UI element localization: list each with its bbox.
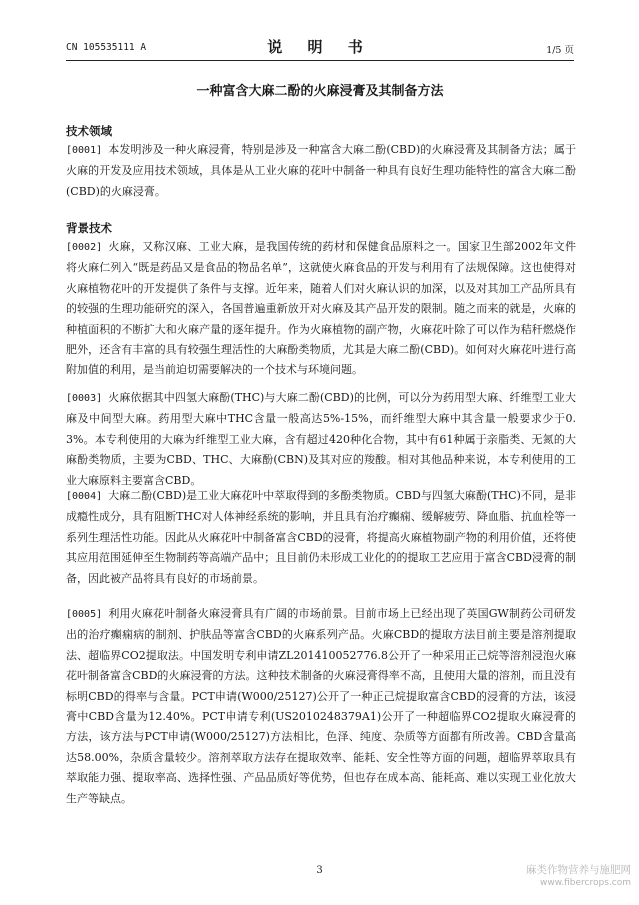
paragraph-number: [0003] [66,393,103,404]
paragraph-text: 大麻二酚(CBD)是工业大麻花叶中萃取得到的多酚类物质。CBD与四氢大麻酚(THC)不同，是非成瘾性成分，具有阻断THC对人体神经系统的影响，并且具有治疗癫痫、缓解疲劳、降血脂、抗血栓等一系列生理活性功能。因此从火麻花叶中制备富含CBD的浸膏，将提高火麻植物副产物的利用价值，还将使其应用范围延伸至生物制药等高端产品中；且目前仍未形成工业化的的提取工艺应用于富含CBD浸膏的制备，因此被产品将具有良好的市场前景。 [66,489,576,585]
watermark-url: www.fibercrops.com [540,878,631,888]
page-header [66,36,574,56]
paragraph-0003 [66,388,576,491]
paragraph-number: [0004] [66,491,103,502]
paragraph-text: 火麻，又称汉麻、工业大麻，是我国传统的药材和保健食品原料之一。国家卫生部2002年文件将火麻仁列入“既是药品又是食品的物品名单”，这就使火麻食品的开发与利用有了法规保障。这也使得对火麻植物花叶的开发提供了条件与支撑。近年来，随着人们对火麻认识的加深，以及对其加工产品所具有的较强的生理功能研究的深入，各国普遍重新放开对火麻及其产品开发的限制。随之而来的就是，火麻的种植面积的不断扩大和火麻产量的逐年提升。作为火麻植物的副产物，火麻花叶除了可以作为秸秆燃烧作肥外，还含有丰富的具有较强生理活性的大麻酚类物质，尤其是大麻二酚(CBD)。如何对火麻花叶进行高附加值的利用，是当前迫切需要解决的一个技术与环境问题。 [66,240,576,377]
document-type: 说 明 书 [267,38,373,56]
publication-number: CN 105535111 A [66,42,147,53]
section-heading-background: 背景技术 [66,221,112,235]
paragraph-0001 [66,140,576,202]
document-title: 一种富含大麻二酚的火麻浸膏及其制备方法 [196,84,444,99]
paragraph-0004 [66,486,576,589]
paragraph-0002 [66,237,576,381]
header-divider [66,60,574,61]
paragraph-text: 本发明涉及一种火麻浸膏，特别是涉及一种富含大麻二酚(CBD)的火麻浸膏及其制备方法；属于火麻的开发及应用技术领域，具体是从工业火麻的花叶中制备一种具有良好生理功能特性的富含大麻二酚(CBD)的火麻浸膏。 [66,143,576,198]
paragraph-text: 火麻依据其中四氢大麻酚(THC)与大麻二酚(CBD)的比例，可以分为药用型大麻、纤维型工业大麻及中间型大麻。药用型大麻中THC含量一般高达5%-15%，而纤维型大麻中其含量一般要求少于0.3%。本专利使用的大麻为纤维型工业大麻，含有超过420种化合物，其中有61种属于亲脂类、无氮的大麻酚类物质，主要为CBD、THC、大麻酚(CBN)及其对应的羧酸。相对其他品种来说，本专利使用的工业大麻原料主要富含CBD。 [66,391,576,487]
paragraph-number: [0005] [66,609,103,620]
paragraph-number: [0001] [66,145,103,156]
watermark [526,864,631,890]
watermark-site-name: 麻类作物营养与施肥网 [526,864,631,876]
page-info: 1/5 页 [546,45,574,56]
section-heading-technical-field: 技术领域 [66,124,112,138]
paragraph-text: 利用火麻花叶制备火麻浸膏具有广阔的市场前景。目前市场上已经出现了英国GW制药公司研发出的治疗癫痫病的制剂、护肤品等富含CBD的火麻系列产品。火麻CBD的提取方法目前主要是溶剂提取法、超临界CO2提取法。中国发明专利申请ZL201410052776.8公开了一种采用正己烷等溶剂浸泡火麻花叶制备富含CBD的火麻浸膏的方法。这种技术制备的火麻浸膏得率不高，且使用大量的溶剂，而且没有标明CBD的得率与含量。PCT申请(W000/25127)公开了一种正己烷提取富含CBD的浸膏的方法，该浸膏中CBD含量为12.40%。PCT申请专利(US2010248379A1)公开了一种超临界CO2提取火麻浸膏的方法，该方法与PCT申请(W000/25127)方法相比，色泽、纯度、杂质等方面都有所改善。CBD含量高达58.00%，杂质含量较少。溶剂萃取方法存在提取效率、能耗、安全性等方面的问题，超临界萃取具有萃取能力强、提取率高、选择性强、产品品质好等优势，但也存在成本高、能耗高、难以实现工业化放大生产等缺点。 [66,607,576,805]
paragraph-0005 [66,604,576,809]
page-number: 3 [316,865,323,876]
paragraph-number: [0002] [66,242,103,253]
